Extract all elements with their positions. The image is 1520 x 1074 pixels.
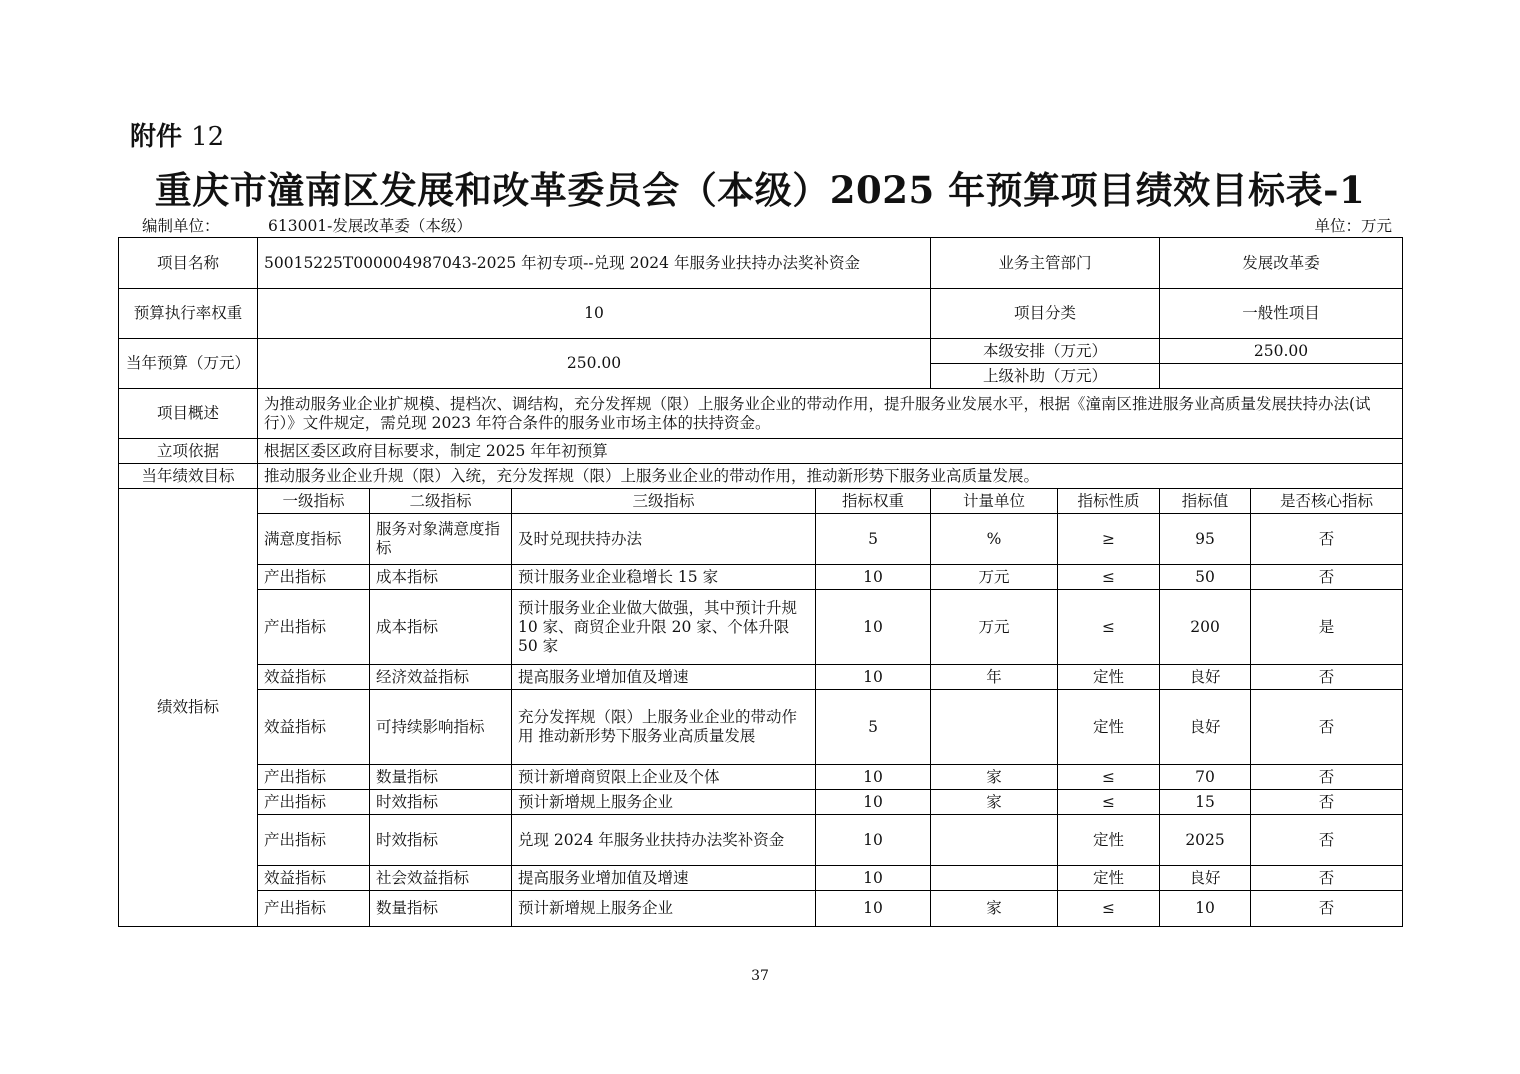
header-cell: 指标权重	[816, 489, 931, 514]
level1-cell: 效益指标	[258, 690, 370, 765]
nature-cell: ≤	[1058, 765, 1160, 790]
core-cell: 是	[1251, 590, 1403, 665]
value-cell: 良好	[1160, 866, 1251, 891]
weight-cell: 10	[816, 565, 931, 590]
unit-cell: 万元	[931, 590, 1058, 665]
weight-cell: 10	[816, 815, 931, 866]
page-number: 37	[751, 968, 769, 984]
indicator-section-label: 绩效指标	[119, 489, 258, 927]
header-cell: 计量单位	[931, 489, 1058, 514]
unit-cell: 家	[931, 891, 1058, 927]
weight-cell: 10	[816, 765, 931, 790]
level3-cell: 预计服务业企业稳增长 15 家	[512, 565, 816, 590]
row-weight	[119, 289, 1403, 339]
level3-cell: 提高服务业增加值及增速	[512, 665, 816, 690]
level3-cell: 预计新增商贸限上企业及个体	[512, 765, 816, 790]
unit-cell: 家	[931, 765, 1058, 790]
local-value: 250.00	[1160, 339, 1403, 364]
row-project-name	[119, 238, 1403, 289]
subsidy-label: 上级补助（万元）	[931, 364, 1160, 389]
compiler-label: 编制单位：	[142, 217, 220, 235]
indicator-header-row	[119, 489, 1403, 514]
attachment-label	[130, 116, 224, 153]
level1-cell: 产出指标	[258, 815, 370, 866]
basis-label: 立项依据	[119, 439, 258, 464]
level2-cell: 社会效益指标	[370, 866, 512, 891]
unit-cell: 万元	[931, 565, 1058, 590]
weight-cell: 5	[816, 690, 931, 765]
overview-label: 项目概述	[119, 389, 258, 439]
core-cell: 否	[1251, 765, 1403, 790]
value-cell: 2025	[1160, 815, 1251, 866]
level3-cell: 预计新增规上服务企业	[512, 891, 816, 927]
dept-value: 发展改革委	[1160, 238, 1403, 289]
table-row	[119, 891, 1403, 927]
unit-cell: %	[931, 514, 1058, 565]
attachment-number: 12	[191, 122, 225, 152]
local-label: 本级安排（万元）	[931, 339, 1160, 364]
level1-cell: 产出指标	[258, 565, 370, 590]
goal-label: 当年绩效目标	[119, 464, 258, 489]
level2-cell: 可持续影响指标	[370, 690, 512, 765]
table-row	[119, 790, 1403, 815]
table-row	[119, 815, 1403, 866]
level3-cell: 充分发挥规（限）上服务业企业的带动作用 推动新形势下服务业高质量发展	[512, 690, 816, 765]
level1-cell: 满意度指标	[258, 514, 370, 565]
level2-cell: 经济效益指标	[370, 665, 512, 690]
overview-value: 为推动服务业企业扩规模、提档次、调结构，充分发挥规（限）上服务业企业的带动作用，提升服务业发展水平，根据《潼南区推进服务业高质量发展扶持办法(试行）》文件规定，需兑现 2023 年符合条件的服务业市场主体的扶持资金。	[258, 389, 1403, 439]
budget-label: 当年预算（万元）	[119, 339, 258, 389]
budget-value: 250.00	[258, 339, 931, 389]
project-name-value: 50015225T000004987043-2025 年初专项--兑现 2024 年服务业扶持办法奖补资金	[258, 238, 931, 289]
table-row	[119, 514, 1403, 565]
nature-cell: 定性	[1058, 866, 1160, 891]
nature-cell: 定性	[1058, 665, 1160, 690]
nature-cell: ≤	[1058, 565, 1160, 590]
weight-label: 预算执行率权重	[119, 289, 258, 339]
attachment-text: 附件	[130, 122, 183, 152]
core-cell: 否	[1251, 665, 1403, 690]
row-overview	[119, 389, 1403, 439]
table-row	[119, 690, 1403, 765]
value-cell: 70	[1160, 765, 1251, 790]
table-row	[119, 765, 1403, 790]
unit-cell: 家	[931, 790, 1058, 815]
weight-cell: 10	[816, 665, 931, 690]
level1-cell: 产出指标	[258, 891, 370, 927]
level2-cell: 服务对象满意度指标	[370, 514, 512, 565]
level2-cell: 数量指标	[370, 891, 512, 927]
core-cell: 否	[1251, 891, 1403, 927]
compiler-value: 613001-发展改革委（本级）	[268, 217, 472, 235]
category-label: 项目分类	[931, 289, 1160, 339]
level3-cell: 及时兑现扶持办法	[512, 514, 816, 565]
core-cell: 否	[1251, 866, 1403, 891]
level1-cell: 效益指标	[258, 665, 370, 690]
level2-cell: 成本指标	[370, 590, 512, 665]
core-cell: 否	[1251, 815, 1403, 866]
level3-cell: 预计新增规上服务企业	[512, 790, 816, 815]
weight-value: 10	[258, 289, 931, 339]
subsidy-value	[1160, 364, 1403, 389]
value-cell: 良好	[1160, 690, 1251, 765]
level1-cell: 产出指标	[258, 790, 370, 815]
header-cell: 指标值	[1160, 489, 1251, 514]
header-cell: 二级指标	[370, 489, 512, 514]
value-cell: 良好	[1160, 665, 1251, 690]
nature-cell: 定性	[1058, 815, 1160, 866]
table-row	[119, 565, 1403, 590]
core-cell: 否	[1251, 690, 1403, 765]
level3-cell: 兑现 2024 年服务业扶持办法奖补资金	[512, 815, 816, 866]
basis-value: 根据区委区政府目标要求，制定 2025 年年初预算	[258, 439, 1403, 464]
performance-table	[118, 237, 1403, 927]
page-title: 重庆市潼南区发展和改革委员会（本级）2025 年预算项目绩效目标表-1	[154, 168, 1366, 212]
level3-cell: 提高服务业增加值及增速	[512, 866, 816, 891]
weight-cell: 10	[816, 866, 931, 891]
weight-cell: 10	[816, 790, 931, 815]
unit-cell	[931, 690, 1058, 765]
category-value: 一般性项目	[1160, 289, 1403, 339]
header-cell: 是否核心指标	[1251, 489, 1403, 514]
dept-label: 业务主管部门	[931, 238, 1160, 289]
level3-cell: 预计服务业企业做大做强，其中预计升规 10 家、商贸企业升限 20 家、个体升限 50 家	[512, 590, 816, 665]
value-cell: 200	[1160, 590, 1251, 665]
nature-cell: ≤	[1058, 891, 1160, 927]
table-row	[119, 866, 1403, 891]
level2-cell: 时效指标	[370, 815, 512, 866]
nature-cell: ≤	[1058, 790, 1160, 815]
nature-cell: ≤	[1058, 590, 1160, 665]
level2-cell: 数量指标	[370, 765, 512, 790]
unit-cell	[931, 815, 1058, 866]
core-cell: 否	[1251, 790, 1403, 815]
weight-cell: 10	[816, 891, 931, 927]
nature-cell: ≥	[1058, 514, 1160, 565]
nature-cell: 定性	[1058, 690, 1160, 765]
weight-cell: 5	[816, 514, 931, 565]
level2-cell: 成本指标	[370, 565, 512, 590]
table-row	[119, 590, 1403, 665]
row-basis	[119, 439, 1403, 464]
unit-label: 单位：万元	[1314, 217, 1392, 235]
header-cell: 三级指标	[512, 489, 816, 514]
core-cell: 否	[1251, 514, 1403, 565]
value-cell: 15	[1160, 790, 1251, 815]
level1-cell: 产出指标	[258, 590, 370, 665]
value-cell: 95	[1160, 514, 1251, 565]
level1-cell: 产出指标	[258, 765, 370, 790]
level1-cell: 效益指标	[258, 866, 370, 891]
unit-cell	[931, 866, 1058, 891]
header-cell: 一级指标	[258, 489, 370, 514]
row-budget	[119, 339, 1403, 364]
project-name-label: 项目名称	[119, 238, 258, 289]
row-goal	[119, 464, 1403, 489]
value-cell: 10	[1160, 891, 1251, 927]
unit-cell: 年	[931, 665, 1058, 690]
level2-cell: 时效指标	[370, 790, 512, 815]
weight-cell: 10	[816, 590, 931, 665]
table-row	[119, 665, 1403, 690]
core-cell: 否	[1251, 565, 1403, 590]
header-cell: 指标性质	[1058, 489, 1160, 514]
value-cell: 50	[1160, 565, 1251, 590]
goal-value: 推动服务业企业升规（限）入统，充分发挥规（限）上服务业企业的带动作用，推动新形势下服务业高质量发展。	[258, 464, 1403, 489]
